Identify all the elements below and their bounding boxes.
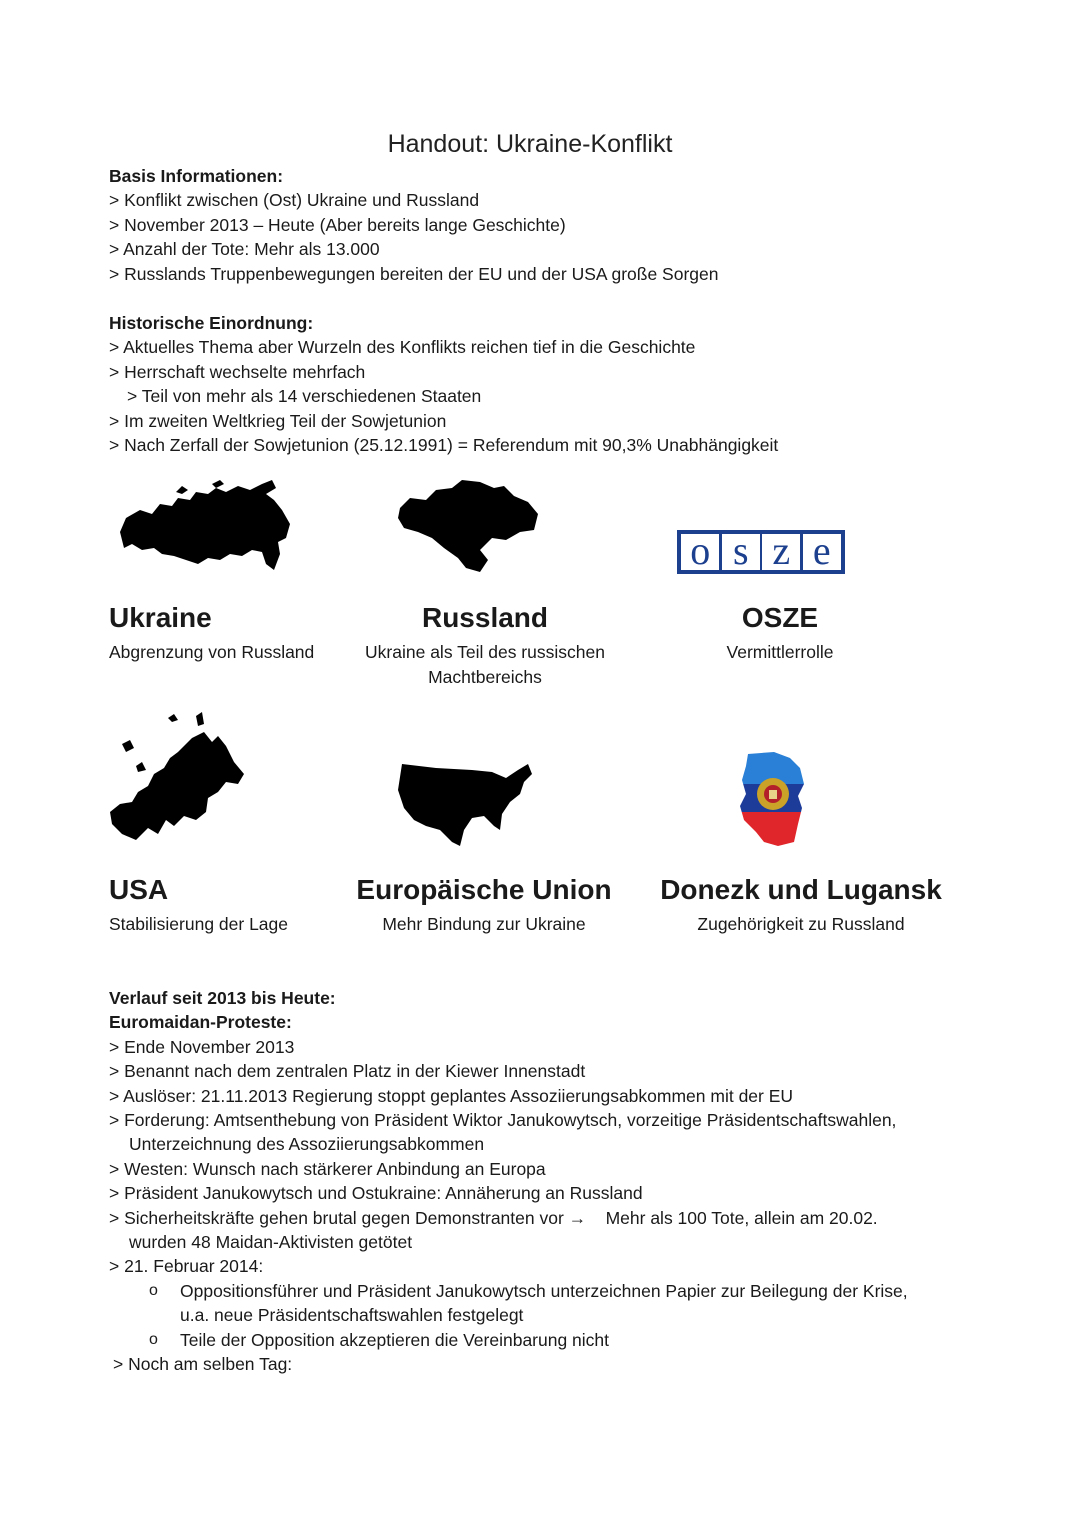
usa-map-icon bbox=[396, 760, 534, 848]
verlauf-line: > Präsident Janukowytsch und Ostukraine: Annäherung an Russland bbox=[109, 1183, 643, 1204]
actor-card-russland bbox=[360, 602, 610, 690]
actor-card-osze bbox=[680, 602, 880, 665]
actor-desc: Mehr Bindung zur Ukraine bbox=[382, 914, 586, 934]
historie-line: > Aktuelles Thema aber Wurzeln des Konflikts reichen tief in die Geschichte bbox=[109, 337, 696, 358]
actor-card-eu bbox=[350, 874, 618, 937]
actor-name: USA bbox=[109, 874, 169, 905]
actor-name: Donezk und Lugansk bbox=[660, 874, 942, 905]
basis-line: > Anzahl der Tote: Mehr als 13.000 bbox=[109, 239, 380, 260]
verlauf-line: Unterzeichnung des Assoziierungsabkommen bbox=[129, 1134, 485, 1155]
verlauf-line: wurden 48 Maidan-Aktivisten getötet bbox=[129, 1232, 413, 1253]
actor-desc: Ukraine als Teil des russischen Machtbereichs bbox=[365, 642, 605, 687]
actor-name: Europäische Union bbox=[356, 874, 612, 905]
verlauf-line: > Sicherheitskräfte gehen brutal gegen Demonstranten vor → Mehr als 100 Tote, allein am 20.02. bbox=[109, 1207, 878, 1228]
basis-section bbox=[109, 164, 989, 286]
osze-logo-letter: z bbox=[762, 534, 800, 570]
actor-desc: Zugehörigkeit zu Russland bbox=[697, 914, 905, 934]
page-title: Handout: Ukraine-Konflikt bbox=[387, 130, 673, 158]
actor-name: OSZE bbox=[741, 602, 819, 633]
actor-name: Ukraine bbox=[109, 602, 212, 633]
bullet-marker: o bbox=[149, 1281, 158, 1299]
basis-line: > Konflikt zwischen (Ost) Ukraine und Russland bbox=[109, 190, 480, 211]
bullet-marker: o bbox=[149, 1330, 158, 1348]
verlauf-line: > Forderung: Amtsenthebung von Präsident Wiktor Janukowytsch, vorzeitige Präsidentschaftswahlen, bbox=[109, 1110, 897, 1131]
russia-map-icon bbox=[116, 480, 292, 575]
donbas-flag-map-icon bbox=[738, 750, 808, 848]
verlauf-line: > Ende November 2013 bbox=[109, 1036, 295, 1057]
basis-line: > Russlands Truppenbewegungen bereiten der EU und der USA große Sorgen bbox=[109, 263, 719, 284]
basis-heading: Basis Informationen: bbox=[109, 166, 284, 186]
historie-line: > Teil von mehr als 14 verschiedenen Staaten bbox=[127, 386, 482, 407]
historie-section bbox=[109, 311, 989, 457]
actor-card-usa bbox=[109, 874, 349, 937]
actor-card-donezk-lugansk bbox=[656, 874, 946, 937]
historie-line: > Herrschaft wechselte mehrfach bbox=[109, 361, 366, 382]
bullet-line: u.a. neue Präsidentschaftswahlen festgelegt bbox=[180, 1305, 524, 1326]
verlauf-line: > 21. Februar 2014: bbox=[109, 1256, 264, 1277]
ukraine-map-icon bbox=[396, 478, 540, 576]
bullet-line: Teile der Opposition akzeptieren die Vereinbarung nicht bbox=[180, 1329, 610, 1350]
osze-logo-letter: o bbox=[681, 534, 719, 570]
osze-logo-letter: e bbox=[803, 534, 841, 570]
verlauf-bullet bbox=[109, 1279, 989, 1328]
osze-logo bbox=[677, 530, 845, 574]
historie-line: > Nach Zerfall der Sowjetunion (25.12.1991) = Referendum mit 90,3% Unabhängigkeit bbox=[109, 435, 779, 456]
verlauf-line: > Auslöser: 21.11.2013 Regierung stoppt geplantes Assoziierungsabkommen mit der EU bbox=[109, 1085, 794, 1106]
actor-desc: Abgrenzung von Russland bbox=[109, 642, 315, 662]
osze-logo-letter: s bbox=[722, 534, 760, 570]
verlauf-subheading: Euromaidan-Proteste: bbox=[109, 1012, 292, 1033]
actor-name: Russland bbox=[421, 602, 549, 633]
verlauf-line: > Westen: Wunsch nach stärkerer Anbindung an Europa bbox=[109, 1158, 546, 1179]
historie-line: > Im zweiten Weltkrieg Teil der Sowjetunion bbox=[109, 410, 447, 431]
verlauf-last-line: > Noch am selben Tag: bbox=[113, 1354, 293, 1375]
verlauf-bullet bbox=[109, 1328, 989, 1352]
verlauf-line: > Benannt nach dem zentralen Platz in der Kiewer Innenstadt bbox=[109, 1061, 586, 1082]
basis-line: > November 2013 – Heute (Aber bereits lange Geschichte) bbox=[109, 214, 566, 235]
verlauf-section bbox=[109, 986, 989, 1377]
verlauf-heading: Verlauf seit 2013 bis Heute: bbox=[109, 988, 336, 1008]
europe-map-icon bbox=[108, 712, 248, 850]
bullet-line: Oppositionsführer und Präsident Janukowytsch unterzeichnen Papier zur Beilegung der Krise, bbox=[180, 1280, 908, 1301]
actor-desc: Vermittlerrolle bbox=[726, 642, 834, 662]
actor-card-ukraine bbox=[109, 602, 349, 665]
historie-heading: Historische Einordnung: bbox=[109, 313, 314, 333]
actor-desc: Stabilisierung der Lage bbox=[109, 914, 289, 934]
